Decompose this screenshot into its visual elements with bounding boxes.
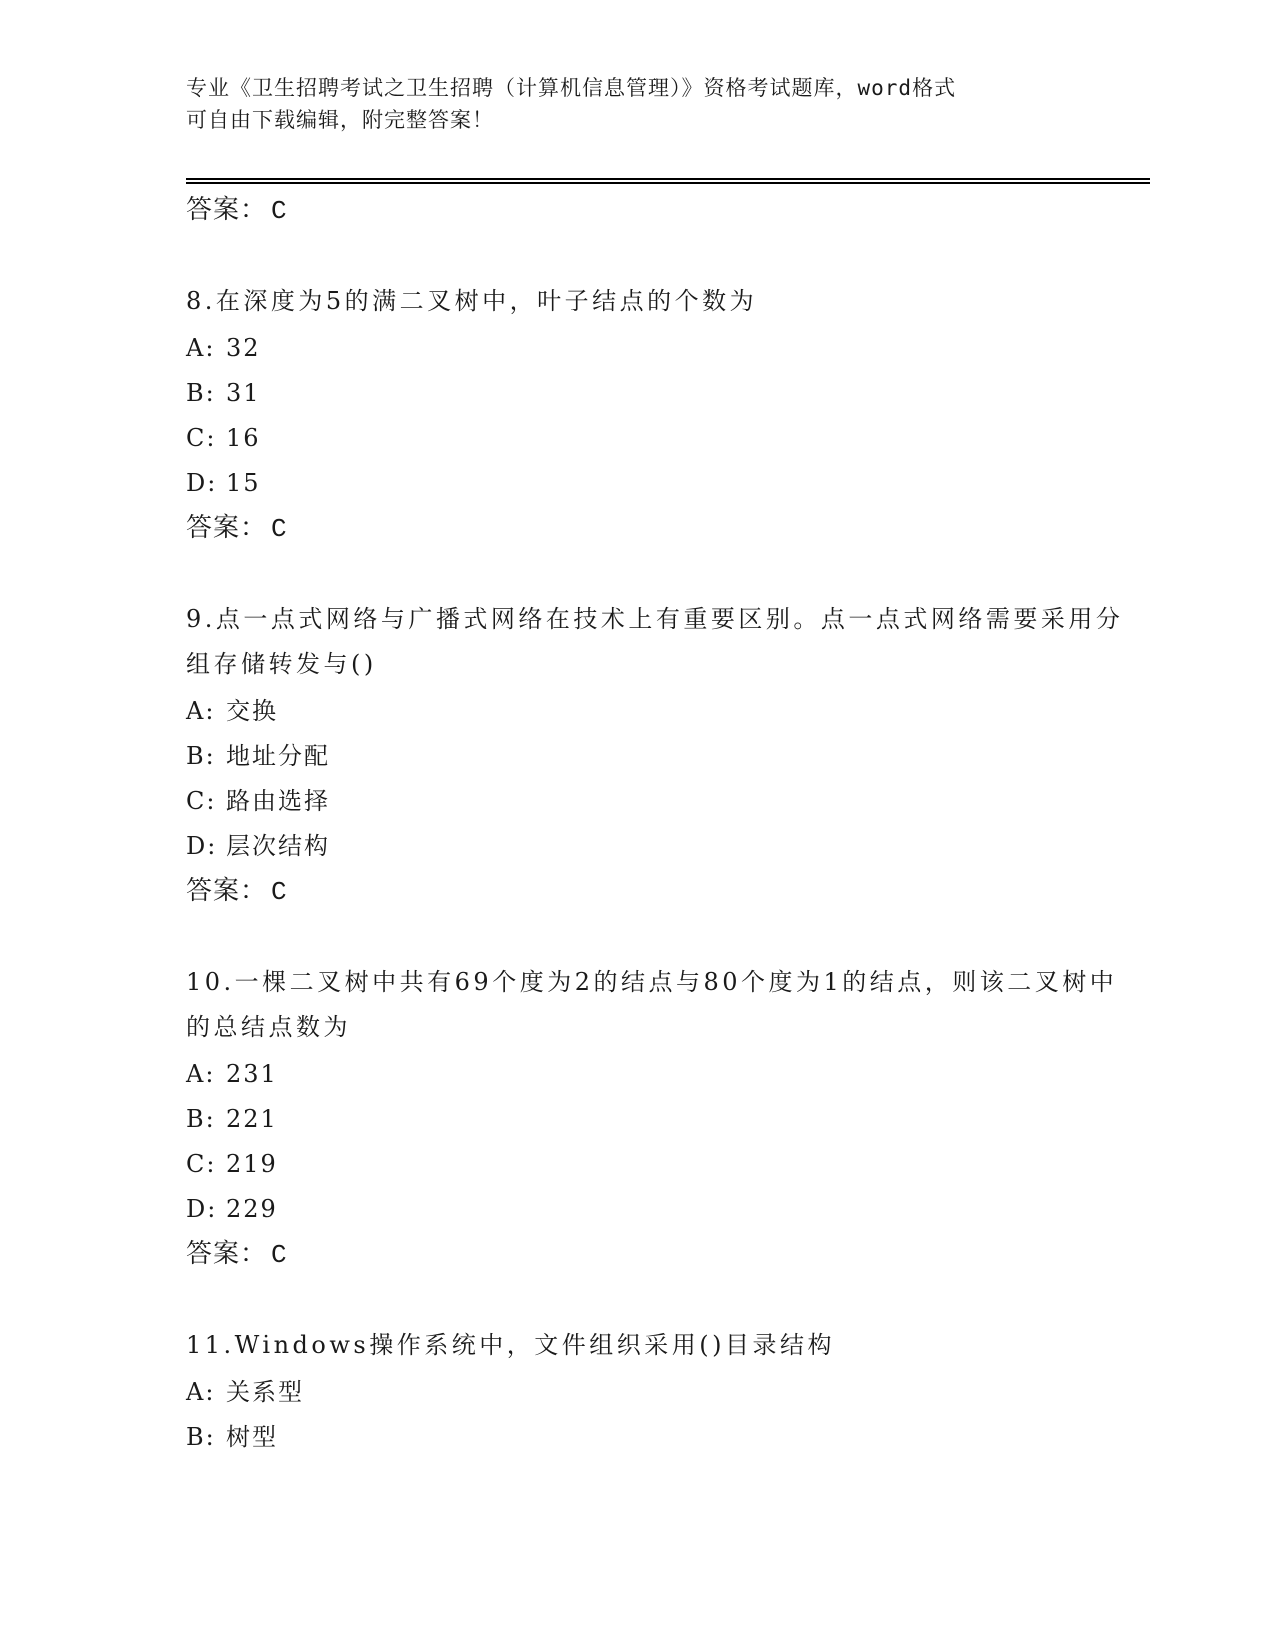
option-text: 219 [226, 1150, 278, 1178]
option-letter: C: [186, 1150, 217, 1178]
header-divider-top [186, 178, 1150, 180]
answer-value: C [271, 196, 288, 226]
option-b [186, 734, 1126, 779]
answer-line [186, 1232, 1126, 1277]
question-item [186, 597, 1126, 914]
option-letter: B: [186, 742, 216, 770]
question-item [186, 960, 1126, 1277]
option-text: 32 [226, 334, 261, 362]
option-text: 31 [226, 379, 261, 407]
option-a [186, 326, 1126, 371]
answer-label: 答案： [186, 513, 268, 543]
header-divider-bottom [186, 182, 1150, 184]
option-letter: A: [186, 1378, 216, 1406]
document-header [186, 72, 1066, 136]
question-stem: 11.Windows操作系统中，文件组织采用()目录结构 [186, 1331, 835, 1359]
option-b [186, 371, 1126, 416]
option-text: 221 [226, 1105, 278, 1133]
option-text: 16 [226, 424, 261, 452]
option-letter: B: [186, 379, 216, 407]
option-letter: C: [186, 424, 217, 452]
answer-line [186, 188, 1126, 233]
option-text: 229 [226, 1195, 278, 1223]
option-text: 交换 [226, 697, 278, 725]
option-c [186, 1142, 1126, 1187]
answer-label: 答案： [186, 1239, 268, 1269]
option-text: 树型 [226, 1423, 278, 1451]
option-text: 层次结构 [226, 832, 330, 860]
answer-value: C [271, 514, 288, 544]
option-text: 路由选择 [226, 787, 330, 815]
option-letter: A: [186, 697, 216, 725]
answer-label: 答案： [186, 195, 268, 225]
option-b [186, 1097, 1126, 1142]
option-d [186, 824, 1126, 869]
option-letter: A: [186, 1060, 216, 1088]
option-text: 15 [226, 469, 261, 497]
option-c [186, 416, 1126, 461]
option-letter: C: [186, 787, 217, 815]
question-list [186, 188, 1126, 1460]
header-line-2: 可自由下载编辑，附完整答案！ [186, 108, 494, 132]
option-text: 231 [226, 1060, 278, 1088]
option-letter: D: [186, 1195, 218, 1223]
answer-label: 答案： [186, 876, 268, 906]
option-d [186, 461, 1126, 506]
option-b [186, 1415, 1126, 1460]
option-letter: D: [186, 469, 218, 497]
option-letter: B: [186, 1423, 216, 1451]
question-item [186, 279, 1126, 551]
option-letter: D: [186, 832, 218, 860]
header-line-1: 专业《卫生招聘考试之卫生招聘（计算机信息管理）》资格考试题库，word格式 [186, 76, 957, 100]
answer-line [186, 869, 1126, 914]
question-item [186, 1323, 1126, 1460]
question-stem: 10.一棵二叉树中共有69个度为2的结点与80个度为1的结点，则该二叉树中的总结点数为 [186, 968, 1118, 1041]
option-text: 关系型 [226, 1378, 304, 1406]
answer-value: C [271, 1240, 288, 1270]
question-stem: 8.在深度为5的满二叉树中，叶子结点的个数为 [186, 287, 758, 315]
answer-value: C [271, 877, 288, 907]
option-a [186, 689, 1126, 734]
option-letter: A: [186, 334, 216, 362]
option-a [186, 1052, 1126, 1097]
option-text: 地址分配 [226, 742, 330, 770]
option-c [186, 779, 1126, 824]
question-stem: 9.点一点式网络与广播式网络在技术上有重要区别。点一点式网络需要采用分组存储转发与() [186, 605, 1124, 678]
answer-line [186, 506, 1126, 551]
option-d [186, 1187, 1126, 1232]
option-letter: B: [186, 1105, 216, 1133]
option-a [186, 1370, 1126, 1415]
